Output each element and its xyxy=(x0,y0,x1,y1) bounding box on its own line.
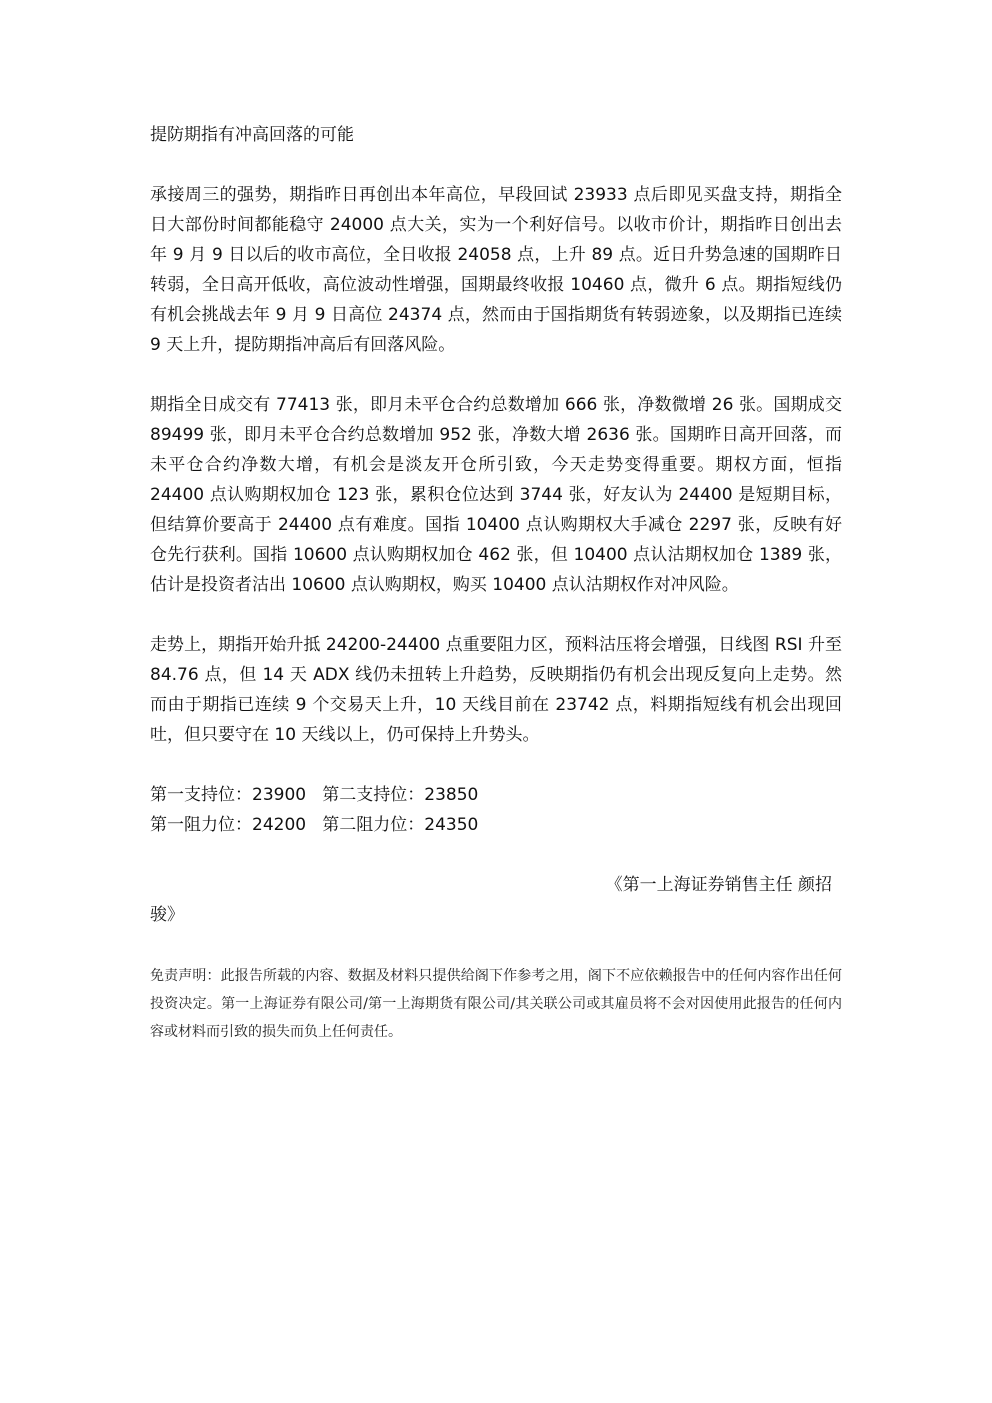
author-line-2: 骏》 xyxy=(150,905,184,925)
disclaimer: 免责声明：此报告所载的内容、数据及材料只提供给阁下作参考之用，阁下不应依赖报告中的任何内容作出任何投资决定。第一上海证券有限公司/第一上海期货有限公司/其关联公司或其雇员将不会对因使用此报告的任何内容或材料而引致的损失而负上任何责任。 xyxy=(150,968,842,1040)
paragraph-market-summary: 承接周三的强势，期指昨日再创出本年高位，早段回试 23933 点后即见买盘支持，期指全日大部份时间都能稳守 24000 点大关，实为一个利好信号。以收市价计，期指昨日创出去年 9 月 9 日以后的收市高位，全日收报 24058 点，上升 89 点。近日升势急速的国期昨日转弱，全日高开低收，高位波动性增强，国期最终收报 10460 点，微升 6 点。期指短线仍有机会挑战去年 9 月 9 日高位 24374 点，然而由于国指期货有转弱迹象，以及期指已连续 9 天上升，提防期指冲高后有回落风险。 xyxy=(150,185,842,355)
paragraph-technical-outlook: 走势上，期指开始升抵 24200-24400 点重要阻力区，预料沽压将会增强，日线图 RSI 升至 84.76 点，但 14 天 ADX 线仍未扭转上升趋势，反映期指仍有机会出现反复向上走势。然而由于期指已连续 9 个交易天上升，10 天线目前在 23742 点，料期指短线有机会出现回吐，但只要守在 10 天线以上，仍可保持上升势头。 xyxy=(150,635,842,745)
document-page xyxy=(150,120,842,1046)
author-signature xyxy=(150,870,842,930)
support-resistance-levels xyxy=(150,780,842,840)
document-title: 提防期指有冲高回落的可能 xyxy=(150,125,354,145)
resistance-levels: 第一阻力位：24200 第二阻力位：24350 xyxy=(150,815,479,835)
support-levels: 第一支持位：23900 第二支持位：23850 xyxy=(150,785,479,805)
paragraph-volume-options: 期指全日成交有 77413 张，即月未平仓合约总数增加 666 张，净数微增 26 张。国期成交 89499 张，即月未平仓合约总数增加 952 张，净数大增 2636 张。国期昨日高开回落，而未平仓合约净数大增，有机会是淡友开仓所引致，今天走势变得重要。期权方面，恒指 24400 点认购期权加仓 123 张，累积仓位达到 3744 张，好友认为 24400 是短期目标，但结算价要高于 24400 点有难度。国指 10400 点认购期权大手减仓 2297 张，反映有好仓先行获利。国指 10600 点认购期权加仓 462 张，但 10400 点认沽期权加仓 1389 张，估计是投资者沽出 10600 点认购期权，购买 10400 点认沽期权作对冲风险。 xyxy=(150,395,842,595)
author-line-1: 《第一上海证券销售主任 颜招 xyxy=(605,875,832,895)
